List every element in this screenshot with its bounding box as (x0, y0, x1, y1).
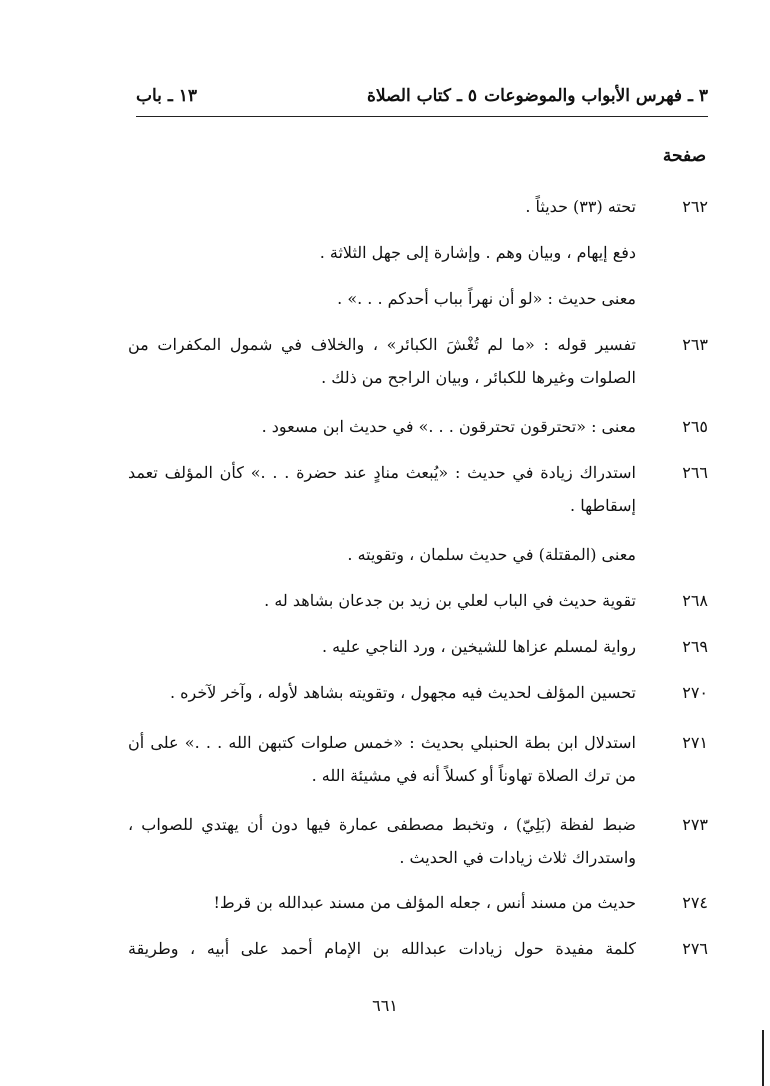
entry-page-number: ٢٧٦ (682, 939, 708, 958)
entry-text: تقوية حديث في الباب لعلي بن زيد بن جدعان بشاهد له . (264, 591, 636, 610)
header-chapter: ١٣ ـ باب (136, 86, 197, 106)
header-book-title: ٥ ـ كتاب الصلاة (367, 86, 477, 106)
entry-text: حديث من مسند أنس ، جعله المؤلف من مسند عبدالله بن قرط! (213, 893, 636, 912)
running-header (136, 84, 708, 114)
index-entry (128, 456, 708, 522)
entry-page-number: ٢٦٨ (682, 591, 708, 610)
entry-page-number: ٢٦٦ (682, 463, 708, 482)
index-entry (128, 808, 708, 874)
entry-page-number: ٢٦٢ (682, 197, 708, 216)
entry-text: ضبط لفظة (بَلِيّ) ، وتخبط مصطفى عمارة فيها دون أن يهتدي للصواب ، واستدراك ثلاث زيادات في الحديث . (128, 815, 636, 867)
entry-text: رواية لمسلم عزاها للشيخين ، ورد الناجي عليه . (321, 637, 636, 656)
index-entry (128, 932, 708, 965)
entry-text: كلمة مفيدة حول زيادات عبدالله بن الإمام أحمد على أبيه ، وطريقة (128, 939, 636, 958)
scan-margin-mark (762, 1030, 764, 1086)
index-entry (128, 190, 708, 223)
index-entry (128, 328, 708, 394)
index-entry (128, 236, 708, 269)
entry-text: معنى حديث : «لو أن نهراً بباب أحدكم . . .» . (337, 289, 636, 308)
page-column-label: صفحة (662, 146, 706, 166)
index-entry (128, 538, 708, 571)
entry-text: معنى : «تحترقون تحترقون . . .» في حديث ابن مسعود . (261, 417, 636, 436)
entry-text: تحسين المؤلف لحديث فيه مجهول ، وتقويته بشاهد لأوله ، وآخر لآخره . (169, 683, 636, 702)
entry-page-number: ٢٧٠ (682, 683, 708, 702)
entry-text: دفع إيهام ، وبيان وهم . وإشارة إلى جهل الثلاثة . (319, 243, 636, 262)
entry-page-number: ٢٦٣ (682, 335, 708, 354)
header-rule (136, 116, 708, 117)
entry-text: معنى (المقتلة) في حديث سلمان ، وتقويته . (347, 545, 636, 564)
index-entry (128, 630, 708, 663)
entry-page-number: ٢٧٣ (682, 815, 708, 834)
index-entry (128, 584, 708, 617)
index-entry (128, 410, 708, 443)
entry-page-number: ٢٦٩ (682, 637, 708, 656)
entry-text: استدلال ابن بطة الحنبلي بحديث : «خمس صلوات كتبهن الله . . .» على أن من ترك الصلاة تهاوناً أو كسلاً أنه في مشيئة الله . (128, 733, 636, 785)
index-entry (128, 282, 708, 315)
entry-page-number: ٢٦٥ (682, 417, 708, 436)
entry-page-number: ٢٧١ (682, 733, 708, 752)
entry-text: تحته (٣٣) حديثاً . (525, 197, 636, 216)
entry-text: استدراك زيادة في حديث : «يُبعث منادٍ عند حضرة . . .» كأن المؤلف تعمد إسقاطها . (128, 463, 636, 515)
entry-page-number: ٢٧٤ (682, 893, 708, 912)
index-entry (128, 676, 708, 709)
index-entry (128, 886, 708, 919)
entry-text: تفسير قوله : «ما لم تُغْشَ الكبائر» ، والخلاف في شمول المكفرات من الصلوات وغيرها للكبائر ، وبيان الراجح من ذلك . (128, 335, 636, 387)
page-number: ٦٦١ (372, 996, 398, 1015)
index-entry (128, 726, 708, 792)
header-section-title: ٣ ـ فهرس الأبواب والموضوعات (484, 86, 708, 106)
